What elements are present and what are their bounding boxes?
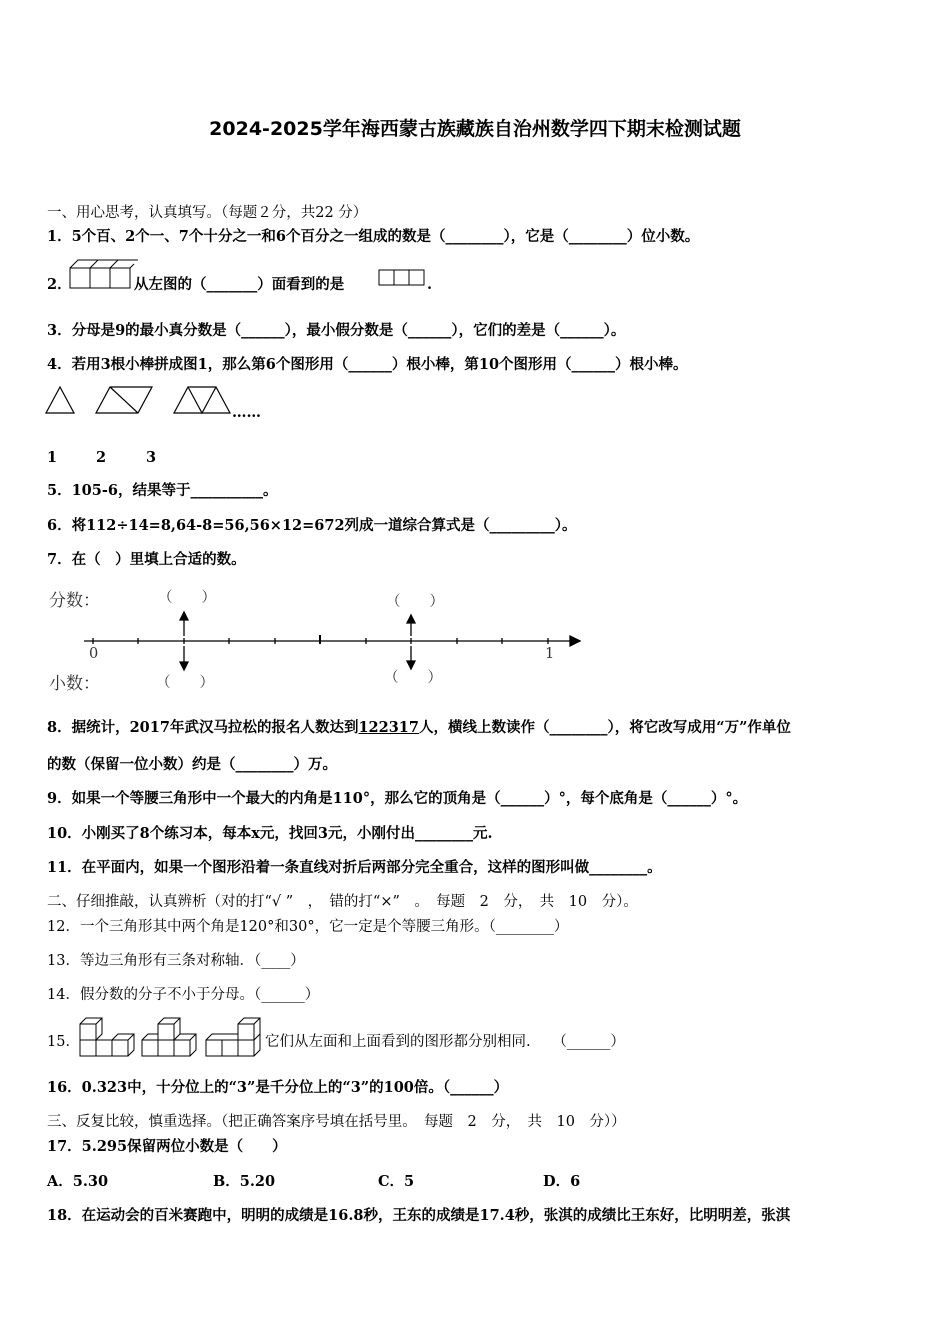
decimal-label: 小数： <box>49 674 100 694</box>
option-d: D．6 <box>543 1173 581 1190</box>
figure-label-1: 1 <box>47 449 58 466</box>
question-16: 16．0.323中，十分位上的“3”是千分位上的“3”的100倍。（______） <box>47 1079 509 1096</box>
question-12: 12．一个三角形其中两个角是120°和30°，它一定是个等腰三角形。（________） <box>47 919 569 935</box>
option-b: B．5.20 <box>213 1173 276 1190</box>
fraction-label: 分数： <box>49 591 100 611</box>
question-1: 1．5个百、2个一、7个十分之一和6个百分之一组成的数是（________），它是（________）位小数。 <box>47 228 700 245</box>
fraction-blank-2: （ ） <box>386 594 444 610</box>
question-11: 11．在平面内，如果一个图形沿着一条直线对折后两部分完全重合，这样的图形叫做________。 <box>47 859 662 876</box>
cube-stack-figure <box>68 256 134 290</box>
question-2-number: 2． <box>47 276 72 293</box>
option-a: A．5.30 <box>47 1173 109 1190</box>
decimal-blank-1: （ ） <box>156 675 214 691</box>
question-10: 10．小刚买了8个练习本，每本x元，找回3元，小刚付出________元. <box>47 825 493 842</box>
three-square-view-figure <box>378 269 426 287</box>
section-2-heading: 二、仔细推敲，认真辨析（对的打“√ ” ， 错的打“×” 。 每题 2 分， 共 10 分）。 <box>47 894 638 910</box>
question-15-number: 15． <box>47 1034 80 1050</box>
question-9: 9．如果一个等腰三角形中一个最大的内角是110°，那么它的顶角是（______）°，每个底角是（______）°。 <box>47 790 748 807</box>
question-3: 3．分母是9的最小真分数是（______），最小假分数是（______），它们的差是（______）。 <box>47 322 626 339</box>
number-line-zero: 0 <box>89 646 99 662</box>
question-6: 6．将112÷14=8,64-8=56,56×12=672列成一道综合算式是（_________）。 <box>47 517 577 534</box>
triangle-figure-1 <box>46 387 74 413</box>
figure-label-3: 3 <box>146 449 157 466</box>
question-2-text: 从左图的（_______）面看到的是 <box>134 276 345 293</box>
fraction-blank-1: （ ） <box>158 590 216 606</box>
question-8-line-1 <box>47 719 791 737</box>
question-15-text: 它们从左面和上面看到的图形都分别相同. （______） <box>265 1034 625 1050</box>
question-8-number: 122317 <box>358 719 419 736</box>
question-8-line-2: 的数（保留一位小数）约是（________）万。 <box>47 756 337 773</box>
question-2-period: . <box>427 276 433 293</box>
decimal-blank-2: （ ） <box>384 670 442 686</box>
question-5: 5．105-6，结果等于__________。 <box>47 482 278 499</box>
number-line-one: 1 <box>545 646 555 662</box>
figure-label-2: 2 <box>96 449 107 466</box>
question-13: 13．等边三角形有三条对称轴．（____） <box>47 953 305 969</box>
question-8-text-a: 8．据统计，2017年武汉马拉松的报名人数达到 <box>47 719 359 736</box>
question-17: 17．5.295保留两位小数是（ ） <box>47 1138 287 1155</box>
question-8-text-b: 人，横线上数读作（________），将它改写成用“万”作单位 <box>419 719 791 736</box>
number-line-figure <box>80 610 590 670</box>
page-title: 2024-2025学年海西蒙古族藏族自治州数学四下期末检测试题 <box>209 118 741 140</box>
cube-solids-figure <box>78 1014 268 1060</box>
option-c: C．5 <box>378 1173 415 1190</box>
triangle-figure-3 <box>174 387 230 413</box>
triangle-pattern-figure <box>44 384 234 416</box>
section-3-heading: 三、反复比较，慎重选择。（把正确答案序号填在括号里。 每题 2 分， 共 10 分）） <box>47 1114 626 1130</box>
question-4-ellipsis: …… <box>232 404 261 421</box>
section-1-heading: 一、用心思考，认真填写。（每题２分，共22 分） <box>47 205 368 221</box>
question-4: 4．若用3根小棒拼成图1，那么第6个图形用（______）根小棒，第10个图形用（______）根小棒。 <box>47 356 688 373</box>
question-7: 7．在（ ）里填上合适的数。 <box>47 551 246 568</box>
question-18: 18．在运动会的百米赛跑中，明明的成绩是16.8秒，王东的成绩是17.4秒，张淇的成绩比王东好，比明明差，张淇 <box>47 1207 791 1224</box>
question-14: 14．假分数的分子不小于分母。（______） <box>47 987 320 1003</box>
